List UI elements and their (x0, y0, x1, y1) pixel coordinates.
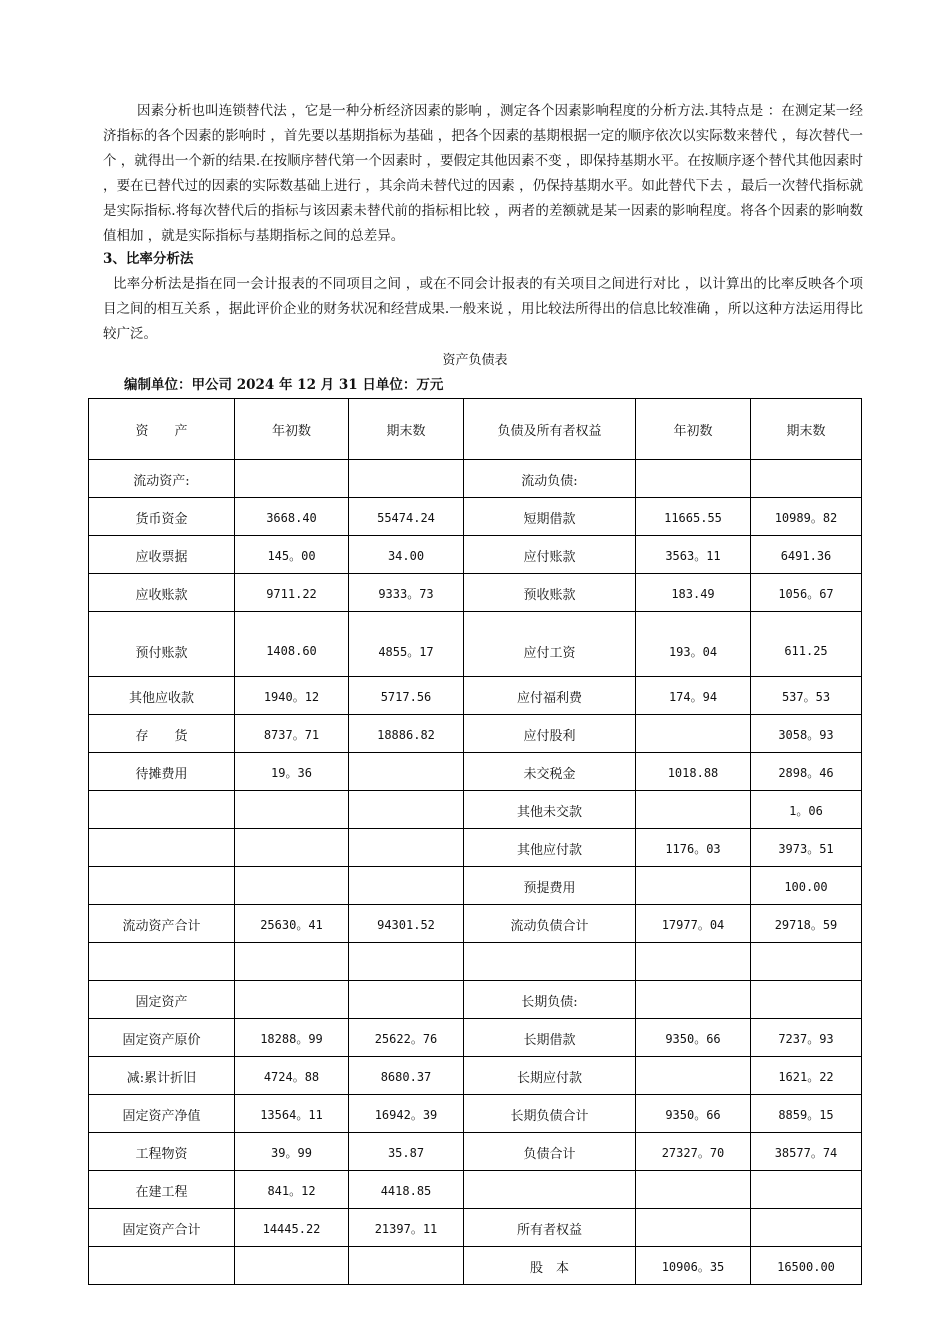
item-cell: 流动资产: (89, 460, 235, 498)
amount-cell (235, 981, 349, 1019)
table-header-cell: 期末数 (349, 399, 464, 460)
item-cell: 应收票据 (89, 536, 235, 574)
amount-cell (235, 829, 349, 867)
amount-cell (349, 1247, 464, 1285)
table-row (89, 1247, 862, 1285)
item-cell: 长期借款 (464, 1019, 636, 1057)
item-cell: 存 货 (89, 715, 235, 753)
amount-cell (349, 460, 464, 498)
item-cell: 短期借款 (464, 498, 636, 536)
table-row (89, 1057, 862, 1095)
item-cell: 待摊费用 (89, 753, 235, 791)
table-row (89, 943, 862, 981)
table-row (89, 574, 862, 612)
table-row (89, 1171, 862, 1209)
amount-cell: 27327。70 (636, 1133, 751, 1171)
table-row (89, 715, 862, 753)
amount-cell: 14445.22 (235, 1209, 349, 1247)
amount-cell: 841。12 (235, 1171, 349, 1209)
table-row (89, 460, 862, 498)
amount-cell: 1056。67 (751, 574, 862, 612)
amount-cell: 193。04 (636, 612, 751, 677)
ratio-analysis-paragraph: 比率分析法是指在同一会计报表的不同项目之间 ，或在不同会计报表的有关项目之间进行对比 ，以计算出的比率反映各个项目之间的相互关系 ，据此评价企业的财务状况和经营成果.一般来说 ，用比较法所得出的信息比较准确 ，所以这种方法运用得比较广泛。 (103, 276, 863, 342)
amount-cell: 145。00 (235, 536, 349, 574)
table-row (89, 1209, 862, 1247)
amount-cell: 10989。82 (751, 498, 862, 536)
amount-cell: 25630。41 (235, 905, 349, 943)
amount-cell: 4418.85 (349, 1171, 464, 1209)
amount-cell (636, 943, 751, 981)
table-row (89, 867, 862, 905)
table-row (89, 1095, 862, 1133)
item-cell (89, 1247, 235, 1285)
table-row (89, 536, 862, 574)
ratio-analysis-heading: 3、比率分析法 (103, 251, 194, 267)
amount-cell (636, 1209, 751, 1247)
amount-cell: 1176。03 (636, 829, 751, 867)
amount-cell: 8680.37 (349, 1057, 464, 1095)
item-cell: 其他未交款 (464, 791, 636, 829)
amount-cell: 55474.24 (349, 498, 464, 536)
amount-cell (235, 1247, 349, 1285)
amount-cell: 3563。11 (636, 536, 751, 574)
balance-sheet-body (89, 399, 862, 1285)
table-header-cell: 年初数 (235, 399, 349, 460)
table-row (89, 829, 862, 867)
amount-cell: 1408.60 (235, 612, 349, 677)
amount-cell: 100.00 (751, 867, 862, 905)
amount-cell (751, 1209, 862, 1247)
item-cell: 长期负债: (464, 981, 636, 1019)
table-header-cell: 资 产 (89, 399, 235, 460)
amount-cell: 29718。59 (751, 905, 862, 943)
amount-cell: 18886.82 (349, 715, 464, 753)
item-cell: 工程物资 (89, 1133, 235, 1171)
item-cell: 减:累计折旧 (89, 1057, 235, 1095)
amount-cell: 34.00 (349, 536, 464, 574)
item-cell (89, 943, 235, 981)
amount-cell: 611.25 (751, 612, 862, 677)
item-cell: 预付账款 (89, 612, 235, 677)
amount-cell: 1940。12 (235, 677, 349, 715)
amount-cell (235, 791, 349, 829)
amount-cell: 16500.00 (751, 1247, 862, 1285)
amount-cell (235, 460, 349, 498)
table-row (89, 753, 862, 791)
amount-cell: 3668.40 (235, 498, 349, 536)
amount-cell: 9350。66 (636, 1019, 751, 1057)
amount-cell: 2898。46 (751, 753, 862, 791)
item-cell: 流动负债合计 (464, 905, 636, 943)
item-cell (89, 829, 235, 867)
item-cell: 应付工资 (464, 612, 636, 677)
amount-cell (349, 943, 464, 981)
item-cell: 预收账款 (464, 574, 636, 612)
item-cell: 其他应付款 (464, 829, 636, 867)
item-cell: 固定资产原价 (89, 1019, 235, 1057)
item-cell: 货币资金 (89, 498, 235, 536)
amount-cell (636, 1057, 751, 1095)
item-cell: 股 本 (464, 1247, 636, 1285)
amount-cell: 3058。93 (751, 715, 862, 753)
amount-cell (751, 943, 862, 981)
item-cell: 应付福利费 (464, 677, 636, 715)
amount-cell (636, 791, 751, 829)
amount-cell: 39。99 (235, 1133, 349, 1171)
amount-cell: 38577。74 (751, 1133, 862, 1171)
amount-cell: 10906。35 (636, 1247, 751, 1285)
item-cell: 长期负债合计 (464, 1095, 636, 1133)
item-cell (89, 867, 235, 905)
item-cell: 应付账款 (464, 536, 636, 574)
item-cell: 预提费用 (464, 867, 636, 905)
amount-cell (751, 1171, 862, 1209)
item-cell: 应付股利 (464, 715, 636, 753)
amount-cell: 8737。71 (235, 715, 349, 753)
amount-cell: 17977。04 (636, 905, 751, 943)
amount-cell: 8859。15 (751, 1095, 862, 1133)
amount-cell (235, 867, 349, 905)
item-cell (464, 943, 636, 981)
amount-cell: 21397。11 (349, 1209, 464, 1247)
amount-cell (751, 460, 862, 498)
amount-cell (636, 460, 751, 498)
item-cell: 固定资产 (89, 981, 235, 1019)
amount-cell (235, 943, 349, 981)
item-cell: 在建工程 (89, 1171, 235, 1209)
table-row (89, 1133, 862, 1171)
amount-cell: 13564。11 (235, 1095, 349, 1133)
amount-cell (349, 791, 464, 829)
table-row (89, 612, 862, 677)
amount-cell: 1。06 (751, 791, 862, 829)
item-cell (89, 791, 235, 829)
item-cell: 应收账款 (89, 574, 235, 612)
amount-cell (636, 715, 751, 753)
table-row (89, 677, 862, 715)
amount-cell: 4855。17 (349, 612, 464, 677)
item-cell: 其他应收款 (89, 677, 235, 715)
amount-cell: 25622。76 (349, 1019, 464, 1057)
amount-cell (751, 981, 862, 1019)
amount-cell (636, 867, 751, 905)
amount-cell: 35.87 (349, 1133, 464, 1171)
table-header-cell: 期末数 (751, 399, 862, 460)
amount-cell: 174。94 (636, 677, 751, 715)
amount-cell (636, 1171, 751, 1209)
table-row (89, 1019, 862, 1057)
amount-cell: 183.49 (636, 574, 751, 612)
balance-sheet-unit-line: 编制单位：甲公司 2024 年 12 月 31 日单位：万元 (124, 377, 444, 393)
table-row (89, 905, 862, 943)
amount-cell: 19。36 (235, 753, 349, 791)
amount-cell (349, 867, 464, 905)
amount-cell: 537。53 (751, 677, 862, 715)
amount-cell: 9350。66 (636, 1095, 751, 1133)
balance-sheet-table (88, 398, 862, 1285)
item-cell: 流动资产合计 (89, 905, 235, 943)
item-cell: 流动负债: (464, 460, 636, 498)
amount-cell (349, 981, 464, 1019)
amount-cell: 94301.52 (349, 905, 464, 943)
amount-cell (349, 753, 464, 791)
amount-cell: 1018.88 (636, 753, 751, 791)
table-header-cell: 年初数 (636, 399, 751, 460)
amount-cell: 5717.56 (349, 677, 464, 715)
amount-cell: 6491.36 (751, 536, 862, 574)
item-cell: 未交税金 (464, 753, 636, 791)
amount-cell: 3973。51 (751, 829, 862, 867)
table-header-row (89, 399, 862, 460)
amount-cell: 18288。99 (235, 1019, 349, 1057)
balance-sheet-title: 资产负债表 (442, 353, 508, 368)
item-cell: 长期应付款 (464, 1057, 636, 1095)
item-cell: 固定资产合计 (89, 1209, 235, 1247)
amount-cell: 7237。93 (751, 1019, 862, 1057)
table-row (89, 791, 862, 829)
amount-cell: 11665.55 (636, 498, 751, 536)
table-row (89, 498, 862, 536)
amount-cell: 1621。22 (751, 1057, 862, 1095)
factor-analysis-paragraph: 因素分析也叫连锁替代法 ，它是一种分析经济因素的影响 ，测定各个因素影响程度的分析方法.其特点是 ：在测定某一经济指标的各个因素的影响时 ，首先要以基期指标为基础 ，把各个因素的基期根据一定的顺序依次以实际数来替代 ，每次替代一个 ，就得出一个新的结果.在按顺序替代第一个因素时 ，要假定其他因素不变 ，即保持基期水平。在按顺序逐个替代其他因素时 ，要在已替代过的因素的实际数基础上进行 ，其余尚未替代过的因素 ，仍保持基期水平。如此替代下去 ，最后一次替代指标就是实际指标.将每次替代后的指标与该因素未替代前的指标相比较 ，两者的差额就是某一因素的影响程度。将各个因素的影响数值相加 ，就是实际指标与基期指标之间的总差异。 (103, 103, 863, 244)
amount-cell: 4724。88 (235, 1057, 349, 1095)
item-cell: 负债合计 (464, 1133, 636, 1171)
table-header-cell: 负债及所有者权益 (464, 399, 636, 460)
amount-cell: 9711.22 (235, 574, 349, 612)
item-cell (464, 1171, 636, 1209)
amount-cell (636, 981, 751, 1019)
item-cell: 所有者权益 (464, 1209, 636, 1247)
item-cell: 固定资产净值 (89, 1095, 235, 1133)
table-row (89, 981, 862, 1019)
amount-cell (349, 829, 464, 867)
amount-cell: 16942。39 (349, 1095, 464, 1133)
amount-cell: 9333。73 (349, 574, 464, 612)
